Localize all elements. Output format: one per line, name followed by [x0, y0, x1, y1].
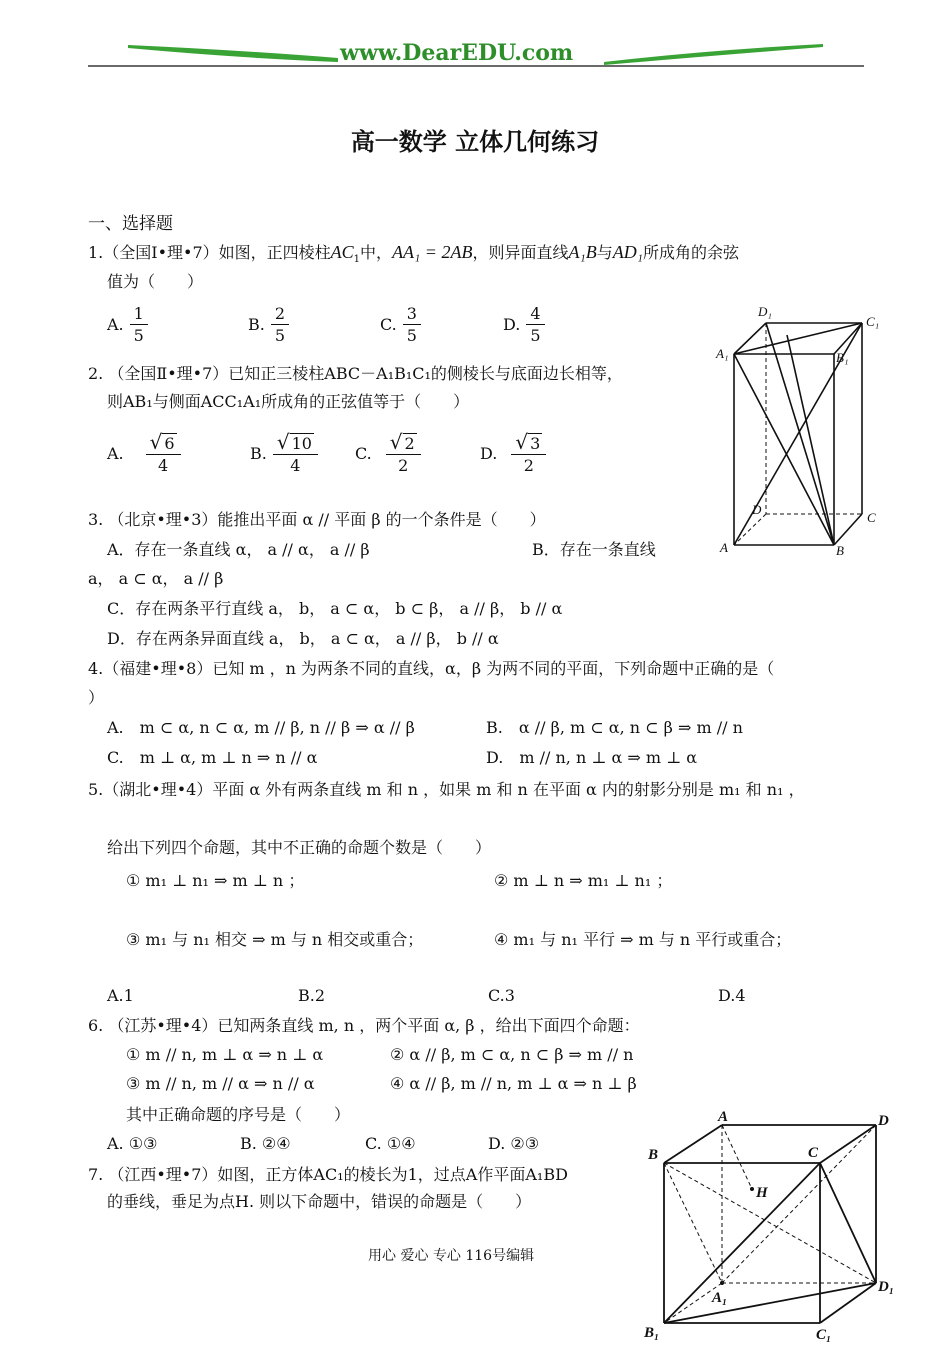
- q6-option-c[interactable]: C. ①④: [365, 1134, 416, 1153]
- q4-option-a[interactable]: A. m ⊂ α, n ⊂ α, m // β, n // β ⇒ α // β: [107, 718, 415, 737]
- page-footer: 用心 爱心 专心 116号编辑: [368, 1248, 535, 1264]
- fig1-label-c1: C₁: [866, 314, 880, 329]
- fig2-label-a: A: [718, 1109, 729, 1125]
- q3-option-b-cont: a， a ⊂ α， a // β: [88, 569, 224, 588]
- q6-proposition-4: ④ α // β, m // n, m ⊥ α ⇒ n ⊥ β: [390, 1074, 637, 1093]
- q5-proposition-1: ① m₁ ⊥ n₁ ⇒ m ⊥ n ；: [126, 871, 305, 890]
- section-heading: 一、选择题: [88, 214, 173, 234]
- question-5-line2: 给出下列四个命题，其中不正确的命题个数是（ ）: [107, 838, 492, 857]
- q6-option-a[interactable]: A. ①③: [107, 1134, 158, 1153]
- q1-option-b[interactable]: B. $\frac{2}{5}$: [248, 304, 289, 347]
- q2-option-a[interactable]: A. $\frac{√ 6}{4}$: [107, 432, 181, 477]
- fig1-label-d1: D₁: [758, 304, 772, 319]
- fig1-label-d: D: [752, 502, 762, 517]
- question-2-line2: 则AB₁与侧面ACC₁A₁所成角的正弦值等于（ ）: [107, 392, 470, 411]
- q5-option-b[interactable]: B.2: [298, 986, 326, 1005]
- question-6: 6. （江苏•理•4）已知两条直线 m, n ，两个平面 α, β ，给出下面四个命题：: [88, 1016, 640, 1035]
- q2-option-d[interactable]: D. $\frac{√ 3}{2}$: [480, 432, 546, 477]
- q5-option-c[interactable]: C.3: [488, 986, 515, 1005]
- q1-option-d[interactable]: D. $\frac{4}{5}$: [503, 304, 545, 347]
- fig1-label-a1: A₁: [716, 346, 729, 361]
- question-7-line2: 的垂线，垂足为点H. 则以下命题中，错误的命题是（ ）: [107, 1192, 532, 1211]
- q6-proposition-1: ① m // n, m ⊥ α ⇒ n ⊥ α: [126, 1045, 324, 1064]
- fig2-label-c: C: [808, 1145, 819, 1161]
- fig2-label-c1: C₁: [816, 1327, 832, 1342]
- fig1-label-b: B: [836, 543, 844, 558]
- q1-option-c[interactable]: C. $\frac{3}{5}$: [380, 304, 421, 347]
- q5-option-d[interactable]: D.4: [718, 986, 746, 1005]
- q3-option-d[interactable]: D．存在两条异面直线 a， b， a ⊂ α， a // β， b // α: [107, 629, 499, 648]
- logo-text: www.DearEDU.com: [340, 40, 574, 66]
- q4-option-b[interactable]: B. α // β, m ⊂ α, n ⊂ β ⇒ m // n: [486, 718, 743, 737]
- q3-option-b[interactable]: B．存在一条直线: [532, 540, 656, 559]
- question-1: 1.（全国Ⅰ•理•7）如图，正四棱柱$AC_1$中，AA₁ = 2AB，则异面直线A₁B与AD₁所成角的余弦: [88, 242, 740, 266]
- q3-option-a[interactable]: A．存在一条直线 α， a // α， a // β: [107, 540, 370, 559]
- fig1-label-b1: B₁: [836, 350, 849, 365]
- fig2-label-a1: A₁: [712, 1290, 728, 1306]
- q5-proposition-3: ③ m₁ 与 n₁ 相交 ⇒ m 与 n 相交或重合；: [126, 930, 424, 949]
- fig2-label-d: D: [878, 1113, 889, 1129]
- q6-proposition-3: ③ m // n, m // α ⇒ n // α: [126, 1074, 315, 1093]
- question-1-line2: 值为（ ）: [107, 272, 204, 291]
- q5-proposition-4: ④ m₁ 与 n₁ 平行 ⇒ m 与 n 平行或重合；: [494, 930, 792, 949]
- q6-option-b[interactable]: B. ②④: [240, 1134, 291, 1153]
- fig2-label-h: H: [756, 1185, 768, 1201]
- q5-proposition-2: ② m ⊥ n ⇒ m₁ ⊥ n₁ ；: [494, 871, 673, 890]
- fig2-label-b: B: [648, 1147, 659, 1163]
- header-logo: [88, 28, 864, 78]
- fig1-label-c: C: [867, 510, 876, 525]
- q6-option-d[interactable]: D. ②③: [488, 1134, 540, 1153]
- q2-option-c[interactable]: C. $\frac{√ 2}{2}$: [355, 432, 421, 477]
- fig1-label-a: A: [720, 540, 728, 555]
- figure-cube: [640, 1105, 900, 1342]
- q5-option-a[interactable]: A.1: [107, 986, 134, 1005]
- q6-proposition-2: ② α // β, m ⊂ α, n ⊂ β ⇒ m // n: [390, 1045, 634, 1064]
- question-4: 4.（福建•理•8）已知 m ，n 为两条不同的直线，α，β 为两不同的平面，下列命题中正确的是（: [88, 659, 775, 678]
- page-title: 高一数学 立体几何练习: [350, 127, 600, 156]
- question-6-line3: 其中正确命题的序号是（ ）: [126, 1105, 351, 1124]
- question-7: 7. （江西•理•7）如图，正方体AC₁的棱长为1，过点A作平面A₁BD: [88, 1165, 568, 1184]
- q4-option-c[interactable]: C. m ⊥ α, m ⊥ n ⇒ n // α: [107, 748, 318, 767]
- fig2-label-d1: D₁: [878, 1279, 895, 1295]
- question-2: 2. （全国Ⅱ•理•7）已知正三棱柱ABC－A₁B₁C₁的侧棱长与底面边长相等，: [88, 364, 623, 383]
- q4-option-d[interactable]: D. m // n, n ⊥ α ⇒ m ⊥ α: [486, 748, 698, 767]
- q1-option-a[interactable]: A. $\frac{1}{5}$: [107, 304, 148, 347]
- question-5: 5.（湖北•理•4）平面 α 外有两条直线 m 和 n ，如果 m 和 n 在平面 α 内的射影分别是 m₁ 和 n₁ ，: [88, 780, 805, 799]
- fig2-label-b1: B₁: [644, 1325, 660, 1341]
- figure-prism: [712, 300, 892, 560]
- question-4-line2: ）: [88, 688, 105, 707]
- q3-option-c[interactable]: C．存在两条平行直线 a， b， a ⊂ α， b ⊂ β， a // β， b // α: [107, 599, 563, 618]
- q2-option-b[interactable]: B. $\frac{√ 10}{4}$: [250, 432, 318, 477]
- question-3: 3. （北京•理•3）能推出平面 α // 平面 β 的一个条件是（ ）: [88, 510, 546, 529]
